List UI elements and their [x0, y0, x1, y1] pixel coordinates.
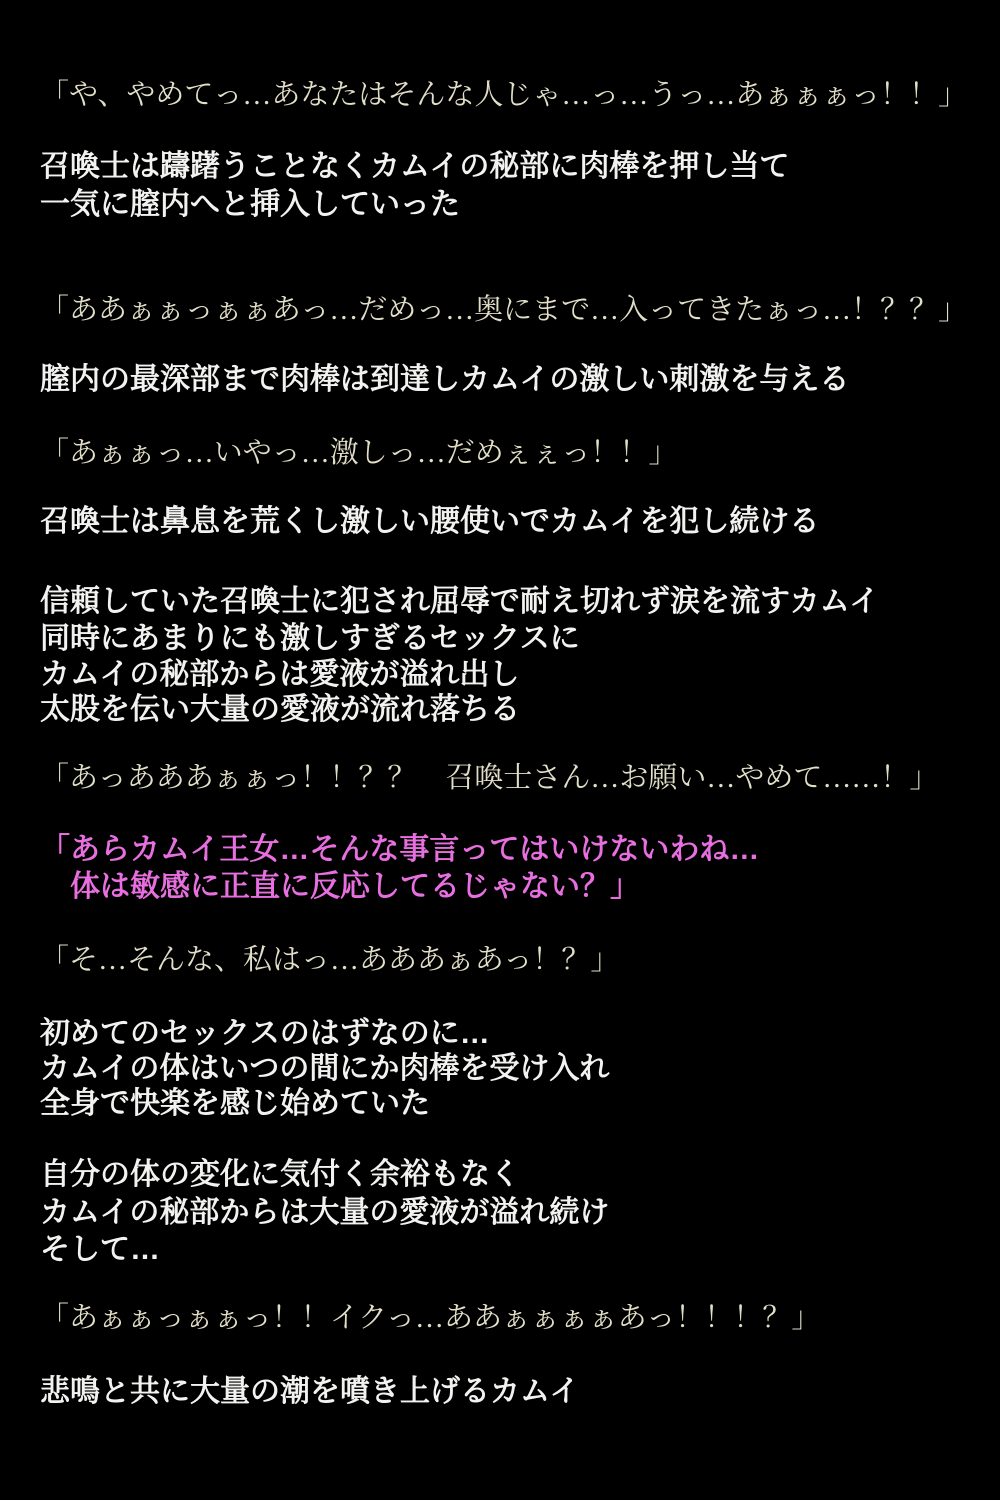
narration-line-9: 初めてのセックスのはずなのに… — [40, 1017, 490, 1050]
narration-line-8: 太股を伝い大量の愛液が流れ落ちる — [40, 693, 520, 726]
narration-line-2: 一気に膣内へと挿入していった — [40, 188, 460, 221]
kamui-dialogue-line-2: 「ああぁぁっぁぁあっ…だめっ…奥にまで…入ってきたぁっ…！？？」 — [40, 294, 968, 326]
summoner-dialogue-line-2: 体は敏感に正直に反応してるじゃない？」 — [40, 870, 640, 903]
narration-line-14: そして… — [40, 1233, 160, 1266]
kamui-dialogue-line-5: 「そ…そんな、私はっ…あああぁあっ！？」 — [40, 944, 620, 976]
kamui-dialogue-line-6: 「あぁぁっぁぁっ！！イクっ…ああぁぁぁぁあっ！！！？」 — [40, 1302, 821, 1334]
narration-line-13: カムイの秘部からは大量の愛液が溢れ続け — [40, 1196, 610, 1229]
narration-line-15: 悲鳴と共に大量の潮を噴き上げるカムイ — [40, 1375, 580, 1408]
kamui-dialogue-line-1: 「や、やめてっ…あなたはそんな人じゃ…っ…うっ…あぁぁぁっ！！」 — [40, 79, 968, 111]
kamui-dialogue-line-4: 「あっあああぁぁっ！！？？ 召喚士さん…お願い…やめて……！」 — [40, 762, 939, 794]
narration-line-1: 召喚士は躊躇うことなくカムイの秘部に肉棒を押し当て — [40, 150, 790, 183]
narration-line-10: カムイの体はいつの間にか肉棒を受け入れ — [40, 1052, 610, 1085]
narration-line-11: 全身で快楽を感じ始めていた — [40, 1087, 430, 1120]
narration-line-7: カムイの秘部からは愛液が溢れ出し — [40, 658, 520, 691]
summoner-dialogue-line-1: 「あらカムイ王女…そんな事言ってはいけないわね… — [40, 833, 760, 866]
narration-line-6: 同時にあまりにも激しすぎるセックスに — [40, 622, 580, 655]
narration-line-12: 自分の体の変化に気付く余裕もなく — [40, 1158, 520, 1191]
narration-line-3: 膣内の最深部まで肉棒は到達しカムイの激しい刺激を与える — [40, 363, 850, 396]
narration-line-4: 召喚士は鼻息を荒くし激しい腰使いでカムイを犯し続ける — [40, 505, 820, 538]
narration-line-5: 信頼していた召喚士に犯され屈辱で耐え切れず涙を流すカムイ — [40, 585, 880, 618]
kamui-dialogue-line-3: 「あぁぁっ…いやっ…激しっ…だめぇぇっ！！」 — [40, 437, 678, 469]
